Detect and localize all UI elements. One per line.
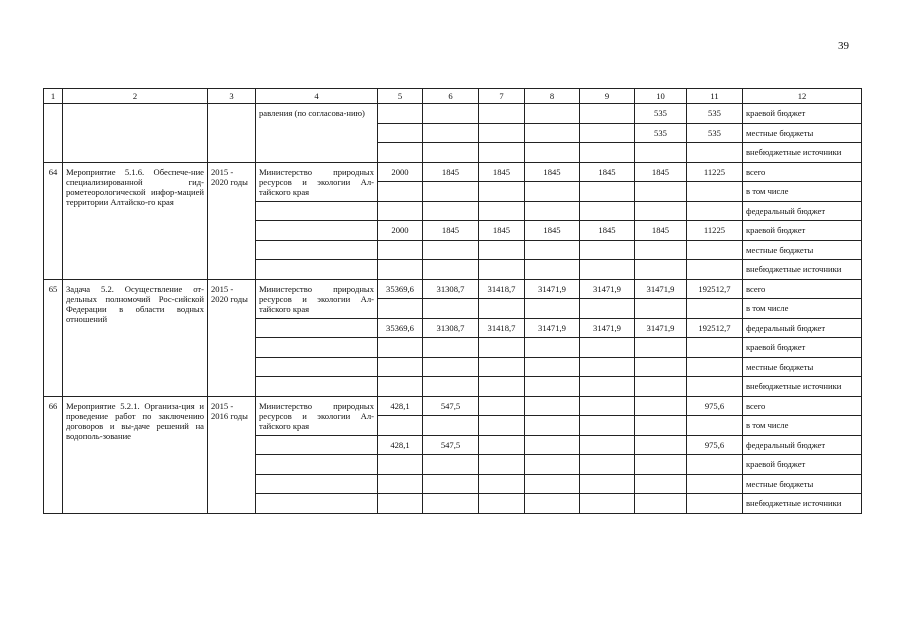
years-cell: 2015 - 2020 годы	[208, 162, 256, 279]
value-cell: 1845	[525, 162, 580, 182]
value-cell	[378, 474, 423, 494]
value-cell	[423, 240, 479, 260]
value-cell	[687, 338, 743, 358]
value-cell	[525, 143, 580, 163]
value-cell	[635, 494, 687, 514]
value-cell: 535	[687, 104, 743, 124]
value-cell	[635, 416, 687, 436]
value-cell: 31471,9	[580, 318, 635, 338]
source-cell: в том числе	[743, 182, 862, 202]
value-cell	[687, 455, 743, 475]
value-cell	[378, 201, 423, 221]
value-cell	[525, 435, 580, 455]
value-cell: 547,5	[423, 396, 479, 416]
value-cell	[479, 357, 525, 377]
page-number: 39	[838, 40, 849, 52]
value-cell	[580, 377, 635, 397]
value-cell	[635, 377, 687, 397]
executor-cell: Министерство природных ресурсов и экологии Ал-тайского края	[256, 396, 378, 435]
value-cell	[635, 435, 687, 455]
value-cell: 2000	[378, 162, 423, 182]
row-number-cell: 65	[44, 279, 63, 396]
executor-cell: равления (по согласова-нию)	[256, 104, 378, 163]
years-cell: 2015 - 2020 годы	[208, 279, 256, 396]
value-cell: 35369,6	[378, 279, 423, 299]
row-number-cell: 64	[44, 162, 63, 279]
value-cell	[580, 338, 635, 358]
table-row	[44, 279, 862, 299]
column-header: 10	[635, 89, 687, 104]
value-cell	[687, 143, 743, 163]
value-cell	[479, 435, 525, 455]
value-cell	[580, 416, 635, 436]
column-header: 7	[479, 89, 525, 104]
column-header: 6	[423, 89, 479, 104]
column-header: 5	[378, 89, 423, 104]
budget-table	[43, 88, 862, 514]
value-cell	[479, 123, 525, 143]
value-cell	[423, 474, 479, 494]
value-cell	[580, 396, 635, 416]
executor-cell	[256, 260, 378, 280]
value-cell: 535	[635, 123, 687, 143]
value-cell: 192512,7	[687, 318, 743, 338]
value-cell: 1845	[525, 221, 580, 241]
value-cell	[635, 260, 687, 280]
source-cell: местные бюджеты	[743, 474, 862, 494]
source-cell: внебюджетные источники	[743, 494, 862, 514]
row-number-cell: 66	[44, 396, 63, 513]
source-cell: краевой бюджет	[743, 338, 862, 358]
value-cell	[378, 240, 423, 260]
value-cell: 11225	[687, 162, 743, 182]
column-header: 9	[580, 89, 635, 104]
value-cell: 31308,7	[423, 318, 479, 338]
value-cell: 31418,7	[479, 318, 525, 338]
value-cell: 428,1	[378, 396, 423, 416]
value-cell	[525, 240, 580, 260]
table-header	[44, 89, 862, 104]
value-cell	[635, 338, 687, 358]
value-cell	[525, 201, 580, 221]
value-cell	[479, 416, 525, 436]
value-cell	[423, 260, 479, 280]
value-cell	[580, 299, 635, 319]
executor-cell	[256, 221, 378, 241]
value-cell	[479, 182, 525, 202]
source-cell: федеральный бюджет	[743, 435, 862, 455]
value-cell	[525, 377, 580, 397]
value-cell: 1845	[479, 221, 525, 241]
value-cell	[687, 201, 743, 221]
value-cell	[687, 377, 743, 397]
source-cell: местные бюджеты	[743, 123, 862, 143]
value-cell	[635, 455, 687, 475]
table-row	[44, 162, 862, 182]
value-cell	[378, 416, 423, 436]
value-cell	[580, 123, 635, 143]
column-header: 1	[44, 89, 63, 104]
value-cell	[479, 396, 525, 416]
value-cell	[580, 357, 635, 377]
value-cell	[378, 455, 423, 475]
value-cell	[423, 494, 479, 514]
executor-cell: Министерство природных ресурсов и экологии Ал-тайского края	[256, 162, 378, 201]
table-row	[44, 104, 862, 124]
value-cell	[479, 143, 525, 163]
value-cell: 1845	[635, 221, 687, 241]
value-cell	[635, 182, 687, 202]
source-cell: федеральный бюджет	[743, 201, 862, 221]
value-cell	[378, 182, 423, 202]
executor-cell	[256, 240, 378, 260]
row-number-cell	[44, 104, 63, 163]
value-cell: 31471,9	[635, 318, 687, 338]
executor-cell	[256, 494, 378, 514]
value-cell: 1845	[423, 221, 479, 241]
value-cell	[525, 104, 580, 124]
value-cell	[580, 182, 635, 202]
description-cell: Мероприятие 5.2.1. Организа-ция и проведение работ по заключению договоров и вы-даче решений на водополь-зование	[63, 396, 208, 513]
value-cell	[635, 357, 687, 377]
value-cell	[525, 338, 580, 358]
value-cell	[525, 455, 580, 475]
executor-cell	[256, 435, 378, 455]
value-cell	[580, 201, 635, 221]
column-header: 8	[525, 89, 580, 104]
source-cell: внебюджетные источники	[743, 377, 862, 397]
value-cell	[378, 260, 423, 280]
value-cell	[687, 494, 743, 514]
executor-cell	[256, 201, 378, 221]
value-cell	[479, 338, 525, 358]
value-cell: 1845	[479, 162, 525, 182]
value-cell	[423, 182, 479, 202]
value-cell	[635, 143, 687, 163]
source-cell: внебюджетные источники	[743, 143, 862, 163]
column-header: 11	[687, 89, 743, 104]
source-cell: всего	[743, 396, 862, 416]
value-cell: 535	[635, 104, 687, 124]
source-cell: краевой бюджет	[743, 221, 862, 241]
value-cell: 975,6	[687, 396, 743, 416]
value-cell	[687, 240, 743, 260]
value-cell: 1845	[635, 162, 687, 182]
value-cell	[525, 299, 580, 319]
value-cell	[525, 260, 580, 280]
value-cell	[635, 201, 687, 221]
value-cell: 31471,9	[525, 318, 580, 338]
value-cell: 31418,7	[479, 279, 525, 299]
value-cell: 31308,7	[423, 279, 479, 299]
value-cell	[525, 416, 580, 436]
value-cell	[479, 299, 525, 319]
value-cell	[687, 416, 743, 436]
value-cell	[423, 455, 479, 475]
value-cell	[580, 455, 635, 475]
value-cell	[525, 474, 580, 494]
executor-cell	[256, 318, 378, 338]
years-cell	[208, 104, 256, 163]
value-cell	[580, 104, 635, 124]
source-cell: в том числе	[743, 299, 862, 319]
value-cell: 35369,6	[378, 318, 423, 338]
source-cell: местные бюджеты	[743, 357, 862, 377]
value-cell: 11225	[687, 221, 743, 241]
value-cell: 547,5	[423, 435, 479, 455]
column-header: 2	[63, 89, 208, 104]
value-cell	[378, 357, 423, 377]
executor-cell	[256, 338, 378, 358]
value-cell	[687, 474, 743, 494]
source-cell: федеральный бюджет	[743, 318, 862, 338]
value-cell: 1845	[580, 221, 635, 241]
value-cell	[525, 182, 580, 202]
value-cell	[635, 474, 687, 494]
column-header: 12	[743, 89, 862, 104]
value-cell	[479, 474, 525, 494]
value-cell	[687, 182, 743, 202]
value-cell: 31471,9	[580, 279, 635, 299]
value-cell	[479, 455, 525, 475]
value-cell	[635, 299, 687, 319]
value-cell	[479, 494, 525, 514]
value-cell	[525, 123, 580, 143]
source-cell: краевой бюджет	[743, 104, 862, 124]
value-cell	[378, 494, 423, 514]
value-cell	[479, 240, 525, 260]
value-cell	[580, 494, 635, 514]
value-cell: 2000	[378, 221, 423, 241]
value-cell	[580, 240, 635, 260]
value-cell	[423, 201, 479, 221]
description-cell: Задача 5.2. Осуществление от-дельных полномочий Рос-сийской Федерации в области водных отношений	[63, 279, 208, 396]
source-cell: всего	[743, 279, 862, 299]
value-cell	[423, 143, 479, 163]
value-cell	[479, 260, 525, 280]
source-cell: внебюджетные источники	[743, 260, 862, 280]
value-cell: 975,6	[687, 435, 743, 455]
source-cell: краевой бюджет	[743, 455, 862, 475]
value-cell	[635, 396, 687, 416]
source-cell: местные бюджеты	[743, 240, 862, 260]
value-cell	[479, 104, 525, 124]
value-cell	[687, 357, 743, 377]
value-cell	[580, 260, 635, 280]
value-cell	[423, 104, 479, 124]
value-cell: 192512,7	[687, 279, 743, 299]
value-cell	[525, 396, 580, 416]
executor-cell	[256, 377, 378, 397]
column-header: 4	[256, 89, 378, 104]
value-cell	[479, 377, 525, 397]
value-cell: 535	[687, 123, 743, 143]
value-cell	[479, 201, 525, 221]
executor-cell	[256, 474, 378, 494]
value-cell	[423, 299, 479, 319]
value-cell	[525, 494, 580, 514]
value-cell	[525, 357, 580, 377]
executor-cell: Министерство природных ресурсов и экологии Ал-тайского края	[256, 279, 378, 318]
table-body	[44, 104, 862, 514]
value-cell	[423, 377, 479, 397]
value-cell	[423, 338, 479, 358]
value-cell	[378, 104, 423, 124]
value-cell	[635, 240, 687, 260]
column-header: 3	[208, 89, 256, 104]
table-row	[44, 396, 862, 416]
executor-cell	[256, 455, 378, 475]
description-cell	[63, 104, 208, 163]
value-cell	[687, 299, 743, 319]
value-cell: 1845	[580, 162, 635, 182]
value-cell	[378, 143, 423, 163]
value-cell	[423, 123, 479, 143]
source-cell: всего	[743, 162, 862, 182]
value-cell	[378, 338, 423, 358]
value-cell	[378, 299, 423, 319]
value-cell: 428,1	[378, 435, 423, 455]
value-cell	[687, 260, 743, 280]
value-cell	[423, 416, 479, 436]
source-cell: в том числе	[743, 416, 862, 436]
value-cell	[580, 474, 635, 494]
value-cell: 31471,9	[525, 279, 580, 299]
value-cell	[580, 435, 635, 455]
value-cell	[378, 123, 423, 143]
value-cell: 31471,9	[635, 279, 687, 299]
description-cell: Мероприятие 5.1.6. Обеспече-ние специализированной гид-рометеорологической инфор-мацией территории Алтайско-го края	[63, 162, 208, 279]
value-cell: 1845	[423, 162, 479, 182]
years-cell: 2015 - 2016 годы	[208, 396, 256, 513]
executor-cell	[256, 357, 378, 377]
value-cell	[580, 143, 635, 163]
value-cell	[378, 377, 423, 397]
value-cell	[423, 357, 479, 377]
